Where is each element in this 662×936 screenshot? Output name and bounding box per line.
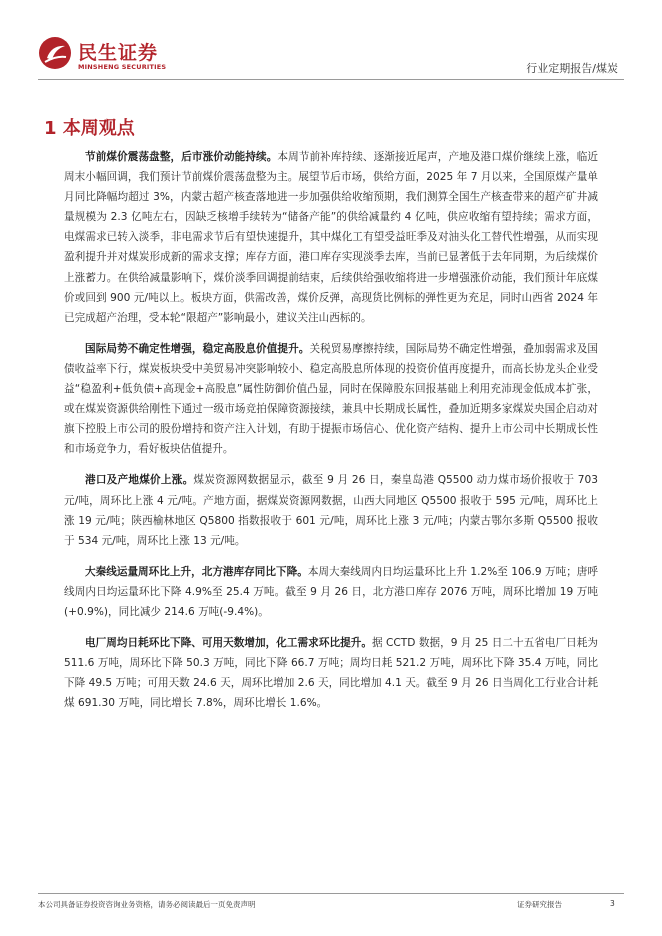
paragraph-lead: 国际局势不确定性增强，稳定高股息价值提升。 — [85, 342, 310, 355]
paragraph-text: 煤炭资源网数据显示，截至 9 月 26 日，秦皇岛港 Q5500 动力煤市场价报收于 703 元/吨，周环比上涨 4 元/吨。产地方面，据煤炭资源网数据，山西大同地区 Q5500 报收于 595 元/吨，周环比上涨 19 元/吨；陕西榆林地区 Q5800 指数报收于 601 元/吨，周环比上涨 3 元/吨；内蒙古鄂尔多斯 Q5500 报收于 534 元/吨，周环比上涨 13 元/吨。 — [64, 474, 599, 547]
logo-english-name: MINSHENG SECURITIES — [78, 63, 167, 71]
paragraph-lead: 港口及产地煤价上涨。 — [85, 474, 194, 487]
paragraph-text: 本周节前补库持续、逐渐接近尾声，产地及港口煤价继续上涨，临近周末小幅回调，我们预计节前煤价震荡盘整为主。展望节后市场，供给方面，2025 年 7 月以来，全国原煤产量单月同比降幅均超过 3%，内蒙古超产核查落地进一步加强供给收缩预期，我们测算全国生产核查带来的超产矿井减量规模为 2.3 亿吨左右，因缺乏核增手续转为“储备产能”的供给减量约 4 亿吨，供应收缩有望持续；需求方面，电煤需求已转入淡季，非电需求节后有望快速提升，其中煤化工有望受益旺季及对油头化工替代性增强，从而实现盈利提升并对煤炭形成新的需求支撑；库存方面，港口库存实现淡季去库，当前已显著低于去年同期，为后续煤价上涨蓄力。在供给减量影响下，煤价淡季回调提前结束，后续供给强收缩将进一步增强涨价动能，我们预计年底煤价或回到 900 元/吨以上。板块方面，供需改善，煤价反弹，高现货比例标的弹性更为充足，同时山西省 2024 年已完成超产治理，受本轮“限超产”影响最小，建议关注山西标的。 — [64, 151, 599, 324]
paragraph-lead: 大秦线运量周环比上升，北方港库存同比下降。 — [85, 565, 308, 578]
company-logo — [38, 36, 168, 74]
minsheng-logo-icon — [38, 36, 72, 70]
paragraph — [64, 147, 598, 328]
header-divider — [38, 79, 624, 80]
report-body — [64, 147, 598, 724]
paragraph-lead: 节前煤价震荡盘整，后市涨价动能持续。 — [85, 151, 278, 163]
paragraph-text: 关税贸易摩擦持续，国际局势不确定性增强，叠加弱需求及国债收益率下行，煤炭板块受中美贸易冲突影响较小、稳定高股息所体现的投资价值再度提升，而高长协龙头企业受益“稳盈利+低负债+高现金+高股息”属性防御价值凸显，同时在保障股东回报基础上利用充沛现金低成本扩张，或在煤炭资源供给刚性下通过一级市场竞拍保障资源接续，兼具中长期成长属性，叠加近期多家煤炭央国企启动对旗下控股上市公司的股份增持和资产注入计划，有助于提振市场信心、优化资产结构、提升上市公司中长期成长性和市场竞争力，看好板块估值提升。 — [64, 342, 599, 456]
footer-disclaimer: 本公司具备证券投资咨询业务资格，请务必阅读最后一页免责声明 — [38, 900, 256, 909]
paragraph-text: 本周大秦线周内日均运量环比上升 1.2%至 106.9 万吨；唐呼线周内日均运量环比下降 4.9%至 25.4 万吨。截至 9 月 26 日，北方港口库存 2076 万吨，周环比增加 19 万吨(+0.9%)，同比减少 214.6 万吨(-9.4%)。 — [64, 565, 599, 618]
logo-chinese-name: 民生证券 — [78, 42, 159, 64]
footer-divider — [38, 893, 624, 894]
paragraph — [64, 562, 598, 622]
paragraph — [64, 339, 598, 460]
paragraph-lead: 电厂周均日耗环比下降、可用天数增加，化工需求环比提升。 — [85, 637, 372, 650]
paragraph — [64, 633, 598, 713]
report-type-label: 行业定期报告/煤炭 — [526, 62, 618, 75]
page-number: 3 — [610, 899, 615, 908]
paragraph — [64, 470, 598, 550]
footer-label: 证券研究报告 — [517, 900, 562, 909]
paragraph-text: 据 CCTD 数据，9 月 25 日二十五省电厂日耗为 511.6 万吨，周环比下降 50.3 万吨，同比下降 66.7 万吨；周均日耗 521.2 万吨，周环比下降 35.4 万吨，同比下降 49.5 万吨；可用天数 24.6 天，周环比增加 2.6 天，同比增加 4.1 天。截至 9 月 26 日当周化工行业合计耗煤 691.30 万吨，同比增长 7.8%，周环比增长 1.6%。 — [64, 637, 599, 710]
section-title: 1 本周观点 — [44, 118, 135, 139]
